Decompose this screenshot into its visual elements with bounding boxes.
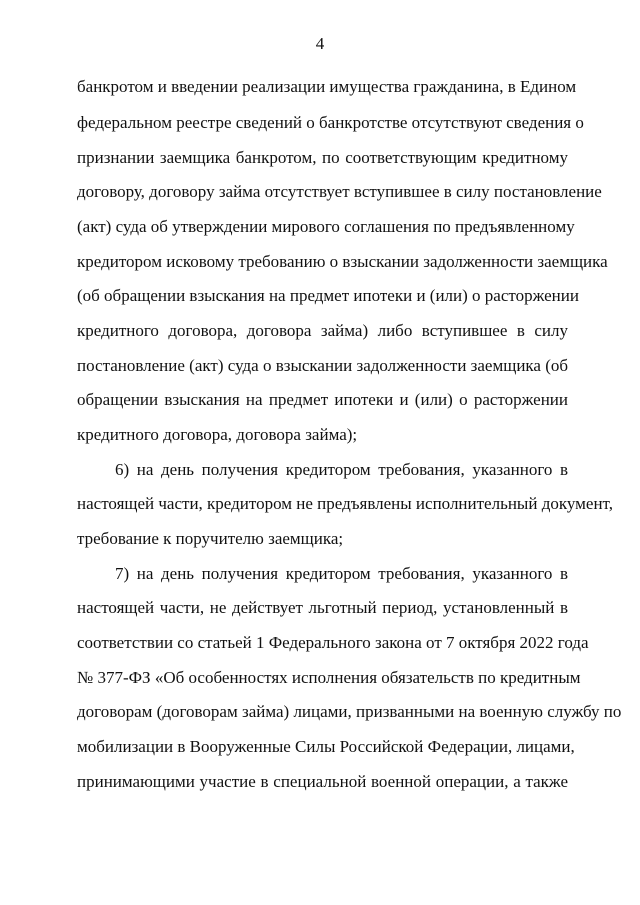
- page-number: 4: [315, 34, 325, 53]
- text-line-20: мобилизации в Вооруженные Силы Российской Федерации, лицами,: [77, 737, 575, 756]
- text-line-17: соответствии со статьей 1 Федерального закона от 7 октября 2022 года: [77, 633, 589, 652]
- text-line-3: признании заемщика банкротом, по соответствующим кредитному: [77, 148, 568, 167]
- text-line-6: кредитором исковому требованию о взыскании задолженности заемщика: [77, 252, 608, 271]
- text-line-12: 6) на день получения кредитором требования, указанного в: [115, 460, 568, 479]
- text-line-5: (акт) суда об утверждении мирового соглашения по предъявленному: [77, 217, 575, 236]
- text-line-19: договорам (договорам займа) лицами, призванными на военную службу по: [77, 702, 622, 721]
- text-line-13: настоящей части, кредитором не предъявлены исполнительный документ,: [77, 494, 613, 513]
- text-line-21: принимающими участие в специальной военной операции, а также: [77, 772, 568, 791]
- text-line-15: 7) на день получения кредитором требования, указанного в: [115, 564, 568, 583]
- text-line-18: № 377-ФЗ «Об особенностях исполнения обязательств по кредитным: [77, 668, 581, 687]
- text-line-9: постановление (акт) суда о взыскании задолженности заемщика (об: [77, 356, 569, 375]
- text-line-14: требование к поручителю заемщика;: [77, 529, 344, 548]
- text-line-2: федеральном реестре сведений о банкротстве отсутствуют сведения о: [77, 113, 584, 132]
- text-line-7: (об обращении взыскания на предмет ипотеки и (или) о расторжении: [77, 286, 579, 305]
- text-line-16: настоящей части, не действует льготный период, установленный в: [77, 598, 568, 617]
- text-line-1: банкротом и введении реализации имущества гражданина, в Едином: [77, 77, 577, 96]
- text-line-8: кредитного договора, договора займа) либо вступившее в силу: [77, 321, 568, 340]
- text-line-11: кредитного договора, договора займа);: [77, 425, 358, 444]
- text-line-4: договору, договору займа отсутствует вступившее в силу постановление: [77, 182, 602, 201]
- text-line-10: обращении взыскания на предмет ипотеки и (или) о расторжении: [77, 390, 568, 409]
